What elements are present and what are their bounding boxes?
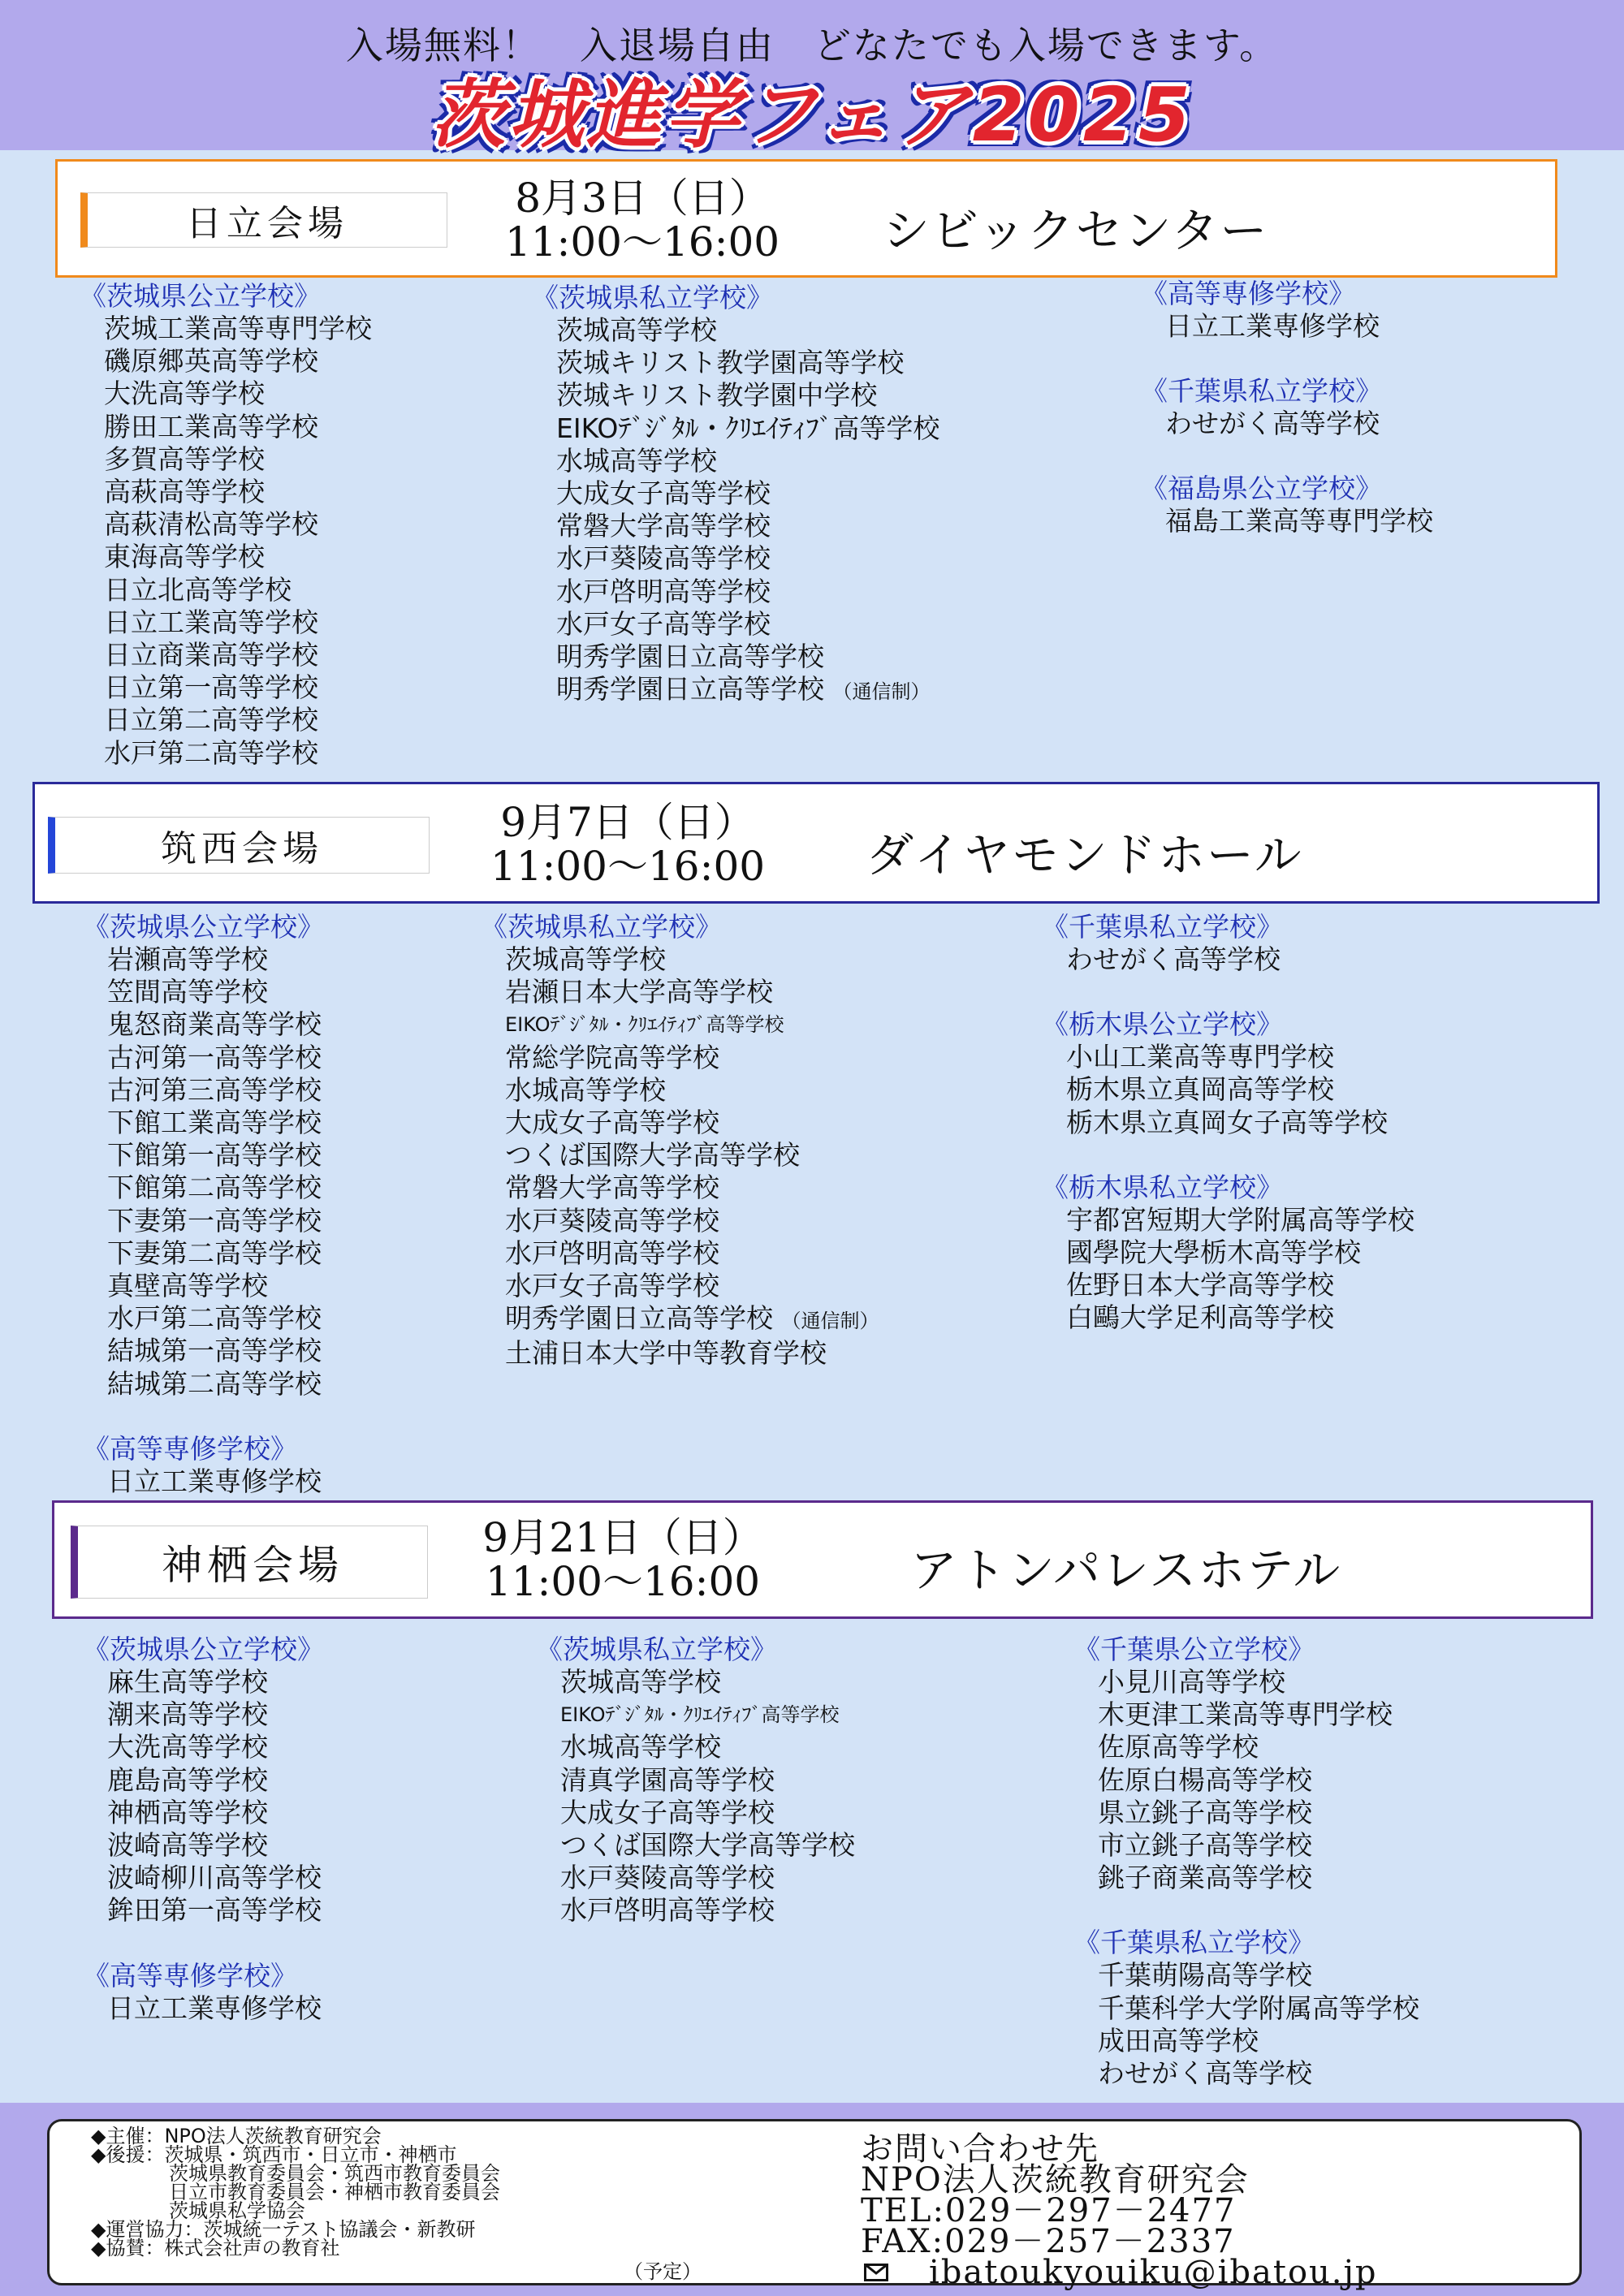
school-column (532, 282, 939, 708)
school-item: 茨城キリスト教学園中学校 (556, 379, 878, 412)
school-item: 市立銚子高等学校 (1098, 1829, 1312, 1862)
header-banner (0, 0, 1624, 158)
school-item: わせがく高等学校 (1098, 2057, 1312, 2090)
category-heading: 《栃木県私立学校》 (1042, 1171, 1283, 1203)
venue-datetime (449, 801, 806, 888)
school-item: 下館第二高等学校 (107, 1172, 322, 1204)
venue-place: ダイヤモンドホール (866, 827, 1303, 883)
organizer-line: ◆主催：NPO法人茨統教育研究会 (91, 2125, 382, 2147)
category-heading: 《茨城県公立学校》 (80, 280, 321, 312)
school-item: 常磐大学高等学校 (556, 510, 771, 542)
category-heading: 《千葉県私立学校》 (1141, 375, 1382, 408)
contact-fax: FAX:029－257－2337 (861, 2223, 1236, 2260)
school-column (83, 911, 324, 1498)
contact-tel: TEL:029－297－2477 (861, 2192, 1237, 2229)
school-item: 結城第一高等学校 (107, 1335, 322, 1367)
organizers (91, 2127, 500, 2258)
school-item: 國學院大學栃木高等学校 (1066, 1236, 1361, 1269)
venue-header-chikusei (32, 782, 1600, 904)
school-item: 茨城工業高等専門学校 (104, 313, 372, 344)
school-item: 高萩高等学校 (104, 476, 265, 508)
school-item: 茨城高等学校 (556, 314, 717, 346)
school-item: 常総学院高等学校 (505, 1041, 719, 1073)
school-item: 日立商業高等学校 (104, 639, 318, 671)
school-item: 小見川高等学校 (1098, 1666, 1285, 1698)
category-heading: 《茨城県私立学校》 (536, 1634, 777, 1665)
school-item: 日立工業高等学校 (104, 606, 318, 638)
school-item: 佐原高等学校 (1098, 1731, 1259, 1763)
category-heading: 《高等専修学校》 (83, 1959, 297, 1992)
organizer-line: 日立市教育委員会・神栖市教育委員会 (91, 2181, 500, 2203)
school-item: 大成女子高等学校 (556, 477, 771, 510)
school-item: 磯原郷英高等学校 (104, 345, 318, 378)
school-item: 鬼怒商業高等学校 (107, 1008, 322, 1041)
school-item: 明秀学園日立高等学校 (556, 641, 824, 673)
school-item: 勝田工業高等学校 (104, 410, 318, 442)
school-item: EIKOﾃﾞｼﾞﾀﾙ・ｸﾘｴｲﾃｨﾌﾞ高等学校 (505, 1013, 784, 1037)
school-item: 大洗高等学校 (107, 1731, 268, 1763)
category-heading: 《茨城県公立学校》 (83, 1634, 324, 1665)
organizer-line: ◆運営協力：茨城統一テスト協議会・新教研 (91, 2218, 476, 2241)
school-item: 水城高等学校 (556, 444, 717, 477)
school-item: 大成女子高等学校 (560, 1796, 775, 1828)
venue-date: 9月7日（日） (500, 799, 755, 846)
school-item: 麻生高等学校 (107, 1666, 268, 1698)
school-item: 福島工業高等専門学校 (1165, 505, 1433, 537)
school-item: 水戸啓明高等学校 (556, 575, 771, 607)
school-item: 水戸葵陵高等学校 (556, 542, 771, 575)
school-item: 日立第二高等学校 (104, 704, 318, 736)
school-item: つくば国際大学高等学校 (560, 1829, 855, 1862)
school-item: 神栖高等学校 (107, 1796, 268, 1828)
venue-datetime (464, 176, 821, 264)
school-item: 東海高等学校 (104, 541, 265, 573)
school-item: 宇都宮短期大学附属高等学校 (1066, 1203, 1415, 1236)
school-item: 高萩清松高等学校 (104, 508, 318, 541)
school-column (80, 280, 372, 770)
school-note: （通信制） (832, 680, 931, 704)
school-item: 水戸葵陵高等学校 (505, 1204, 719, 1236)
school-item (481, 1302, 879, 1337)
venue-label: 日立会場 (80, 192, 447, 248)
category-heading: 《栃木県公立学校》 (1042, 1008, 1283, 1041)
school-item (532, 673, 939, 708)
venue-time: 11:00～16:00 (485, 1558, 761, 1605)
venue-date: 8月3日（日） (515, 175, 770, 222)
school-item: 茨城キリスト教学園高等学校 (556, 347, 905, 379)
contact-email-row (861, 2254, 1378, 2291)
venue-time: 11:00～16:00 (504, 218, 780, 265)
school-item: つくば国際大学高等学校 (505, 1139, 800, 1172)
school-item: 下館工業高等学校 (107, 1107, 322, 1139)
category-heading: 《茨城県私立学校》 (481, 911, 722, 943)
school-column (1073, 1634, 1419, 2090)
school-item: 潮来高等学校 (107, 1698, 268, 1731)
school-note: （通信制） (781, 1310, 879, 1333)
school-item: EIKOﾃﾞｼﾞﾀﾙ・ｸﾘｴｲﾃｨﾌﾞ高等学校 (556, 412, 940, 444)
school-item: 白鷗大学足利高等学校 (1066, 1301, 1334, 1334)
school-item: 水戸啓明高等学校 (505, 1236, 719, 1269)
school-item: 水戸啓明高等学校 (560, 1894, 775, 1927)
contact-title: お問い合わせ先 (861, 2130, 1099, 2168)
school-item: 日立工業専修学校 (1165, 310, 1380, 342)
venue-header-kamisu (52, 1500, 1593, 1619)
tagline: 入場無料！ 入退場自由 どなたでも入場できます。 (345, 24, 1279, 67)
school-item: 成田高等学校 (1098, 2024, 1259, 2056)
school-item: 日立北高等学校 (104, 573, 292, 606)
venue-place: アトンパレスホテル (910, 1543, 1342, 1598)
organizer-line: 茨城県私学協会 (91, 2199, 305, 2222)
school-column (481, 911, 879, 1370)
school-item: 栃木県立真岡高等学校 (1066, 1073, 1334, 1106)
school-item: 清真学園高等学校 (560, 1763, 775, 1796)
school-item: 銚子商業高等学校 (1098, 1862, 1312, 1894)
category-heading: 《高等専修学校》 (1141, 278, 1355, 309)
venue-label: 神栖会場 (71, 1526, 428, 1599)
school-item: 鉾田第一高等学校 (107, 1894, 322, 1927)
school-item: 千葉科学大学附属高等学校 (1098, 1992, 1419, 2024)
school-item: 岩瀬日本大学高等学校 (505, 976, 773, 1008)
contact-email[interactable]: ibatoukyouiku@ibatou.jp (929, 2254, 1378, 2291)
school-column (83, 1634, 324, 2025)
venue-place: シビックセンター (883, 203, 1269, 258)
school-item: 茨城高等学校 (505, 943, 666, 975)
school-column (1042, 911, 1415, 1335)
organizer-line: ◆協賛：株式会社声の教育社 (91, 2237, 340, 2259)
school-item: 佐野日本大学高等学校 (1066, 1269, 1334, 1301)
school-item: 多賀高等学校 (104, 442, 265, 475)
school-item: 真壁高等学校 (107, 1270, 268, 1302)
school-item: 日立工業専修学校 (107, 1992, 322, 2024)
school-item: 水城高等学校 (505, 1073, 666, 1106)
school-item: 岩瀬高等学校 (107, 943, 268, 975)
school-item: 日立工業専修学校 (107, 1465, 322, 1497)
school-item: 大成女子高等学校 (505, 1107, 719, 1139)
school-item: 栃木県立真岡女子高等学校 (1066, 1106, 1388, 1138)
school-item: 古河第一高等学校 (107, 1041, 322, 1073)
school-item: 常磐大学高等学校 (505, 1172, 719, 1204)
school-name: 明秀学園日立高等学校 (556, 673, 824, 706)
school-item: 千葉萌陽高等学校 (1098, 1959, 1312, 1992)
category-heading: 《茨城県私立学校》 (532, 282, 773, 313)
school-item: 下妻第一高等学校 (107, 1204, 322, 1236)
category-heading: 《千葉県私立学校》 (1042, 911, 1283, 943)
contact-info (861, 2130, 1378, 2291)
category-heading: 《高等専修学校》 (83, 1432, 297, 1465)
school-item: 県立銚子高等学校 (1098, 1796, 1312, 1828)
school-item: 小山工業高等専門学校 (1066, 1041, 1334, 1073)
mail-icon (864, 2264, 888, 2281)
venue-time: 11:00～16:00 (490, 843, 766, 890)
category-heading: 《千葉県私立学校》 (1073, 1927, 1315, 1959)
school-item: 水戸第二高等学校 (104, 736, 318, 769)
event-title: 茨城進学フェア2025 (430, 71, 1194, 158)
school-item: わせがく高等学校 (1066, 943, 1281, 975)
contact-org: NPO法人茨統教育研究会 (861, 2161, 1250, 2199)
tentative-note: （予定） (624, 2260, 702, 2283)
school-item: 土浦日本大学中等教育学校 (505, 1337, 827, 1370)
venue-header-hitachi (55, 159, 1557, 278)
school-item: 古河第三高等学校 (107, 1073, 322, 1106)
school-item: 鹿島高等学校 (107, 1763, 268, 1796)
school-item: 水城高等学校 (560, 1731, 721, 1763)
school-item: わせがく高等学校 (1165, 408, 1380, 440)
school-item: 下妻第二高等学校 (107, 1236, 322, 1269)
school-item: 水戸女子高等学校 (505, 1270, 719, 1302)
category-heading: 《福島県公立学校》 (1141, 473, 1382, 505)
school-item: 水戸葵陵高等学校 (560, 1862, 775, 1894)
school-item: 大洗高等学校 (104, 378, 265, 410)
school-item: 水戸第二高等学校 (107, 1302, 322, 1335)
venue-date: 9月21日（日） (482, 1514, 763, 1561)
school-item: 結城第二高等学校 (107, 1367, 322, 1400)
school-item: 波崎高等学校 (107, 1829, 268, 1862)
venue-datetime (444, 1516, 801, 1603)
school-column (536, 1634, 855, 1927)
category-heading: 《千葉県公立学校》 (1073, 1634, 1315, 1665)
organizer-line: 茨城県教育委員会・筑西市教育委員会 (91, 2162, 500, 2185)
school-column (1141, 278, 1433, 538)
organizer-line: ◆後援：茨城県・筑西市・日立市・神栖市 (91, 2143, 457, 2166)
school-item: 佐原白楊高等学校 (1098, 1763, 1312, 1796)
school-name: 明秀学園日立高等学校 (505, 1302, 773, 1335)
category-heading: 《茨城県公立学校》 (83, 911, 324, 943)
school-item: 木更津工業高等専門学校 (1098, 1698, 1393, 1731)
venue-label: 筑西会場 (48, 817, 430, 874)
school-item: 水戸女子高等学校 (556, 607, 771, 640)
school-item: 笠間高等学校 (107, 976, 268, 1008)
school-item: 日立第一高等学校 (104, 671, 318, 704)
school-item: 茨城高等学校 (560, 1666, 721, 1698)
school-item: 下館第一高等学校 (107, 1139, 322, 1172)
school-item: EIKOﾃﾞｼﾞﾀﾙ・ｸﾘｴｲﾃｨﾌﾞ高等学校 (560, 1703, 840, 1727)
school-item: 波崎柳川高等学校 (107, 1862, 322, 1894)
